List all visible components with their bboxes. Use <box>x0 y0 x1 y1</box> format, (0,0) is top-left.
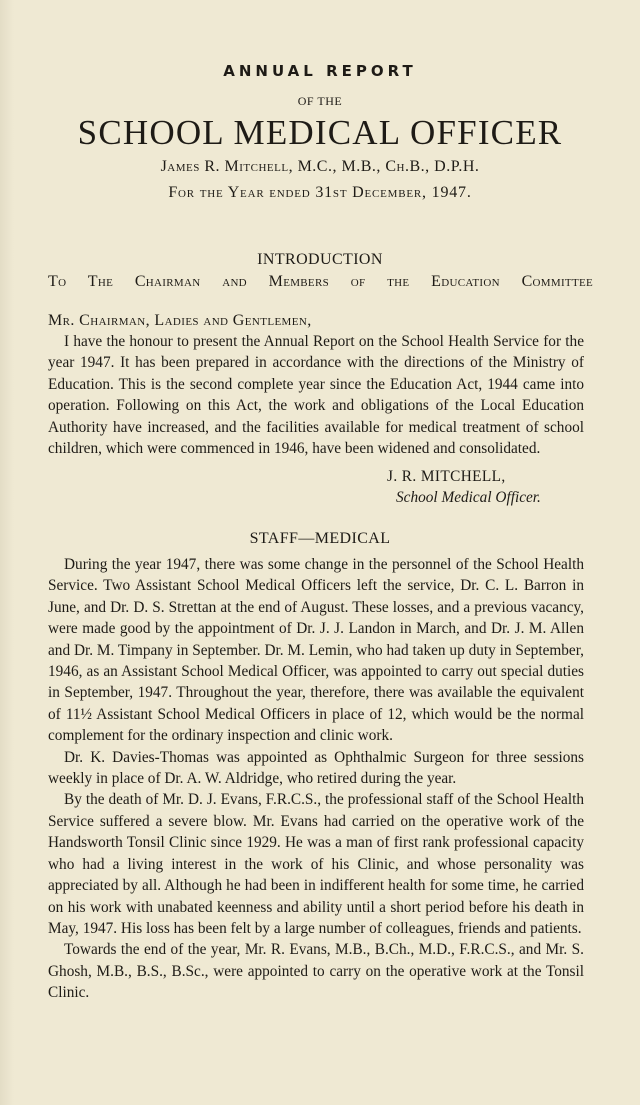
report-title: SCHOOL MEDICAL OFFICER <box>77 113 563 152</box>
introduction-heading: INTRODUCTION <box>257 251 383 268</box>
author-line: James R. Mitchell, M.C., M.B., Ch.B., D.P.H. <box>160 158 480 175</box>
staff-medical-heading: STAFF—MEDICAL <box>249 530 391 547</box>
salutation-line: Mr. Chairman, Ladies and Gentlemen, <box>48 312 312 329</box>
of-the-line: OF THE <box>297 94 343 108</box>
staff-paragraph-4: Towards the end of the year, Mr. R. Evans, M.B., B.Ch., M.D., F.R.C.S., and Mr. S. Ghosh, M.B., B.S., B.Sc., were appointed to carry on the operative work at the Tonsil Clinic. <box>48 941 584 1002</box>
staff-paragraph-2: Dr. K. Davies-Thomas was appointed as Ophthalmic Surgeon for three sessions weekly in place of Dr. A. W. Aldridge, who retired during the year. <box>48 748 584 788</box>
signature-title: School Medical Officer. <box>396 489 541 506</box>
staff-paragraph-3: By the death of Mr. D. J. Evans, F.R.C.S., the professional staff of the School Health Service suffered a severe blow. Mr. Evans had carried on the operative work of the Handsworth Tonsil Clinic since 1929. He was a man of first rank professional capacity who had a living interest in the work of his Clinic, and whose personality was appreciated by all. Although he had been in indifferent health for some time, he carried on his work with unabated keenness and ability until a short period before his death in May, 1947. His loss has been felt by a large number of colleagues, friends and patients. <box>48 791 584 937</box>
introduction-paragraph: I have the honour to present the Annual Report on the School Health Service for the year 1947. It has been prepared in accordance with the directions of the Ministry of Education. This is the second complete year since the Education Act, 1944 came into operation. Following on this Act, the work and obligations of the Local Education Authority have increased, and the facilities available for medical treatment of school children, which were commenced in 1946, have been widened and consolidated. <box>48 333 584 458</box>
year-line: For the Year ended 31st December, 1947. <box>168 184 472 201</box>
annual-report-heading: ANNUAL REPORT <box>223 62 417 80</box>
addressee-line: To The Chairman and Members of the Education Committee <box>48 273 593 290</box>
staff-medical-body <box>48 554 584 1004</box>
introduction-body <box>48 331 584 459</box>
staff-paragraph-1: During the year 1947, there was some change in the personnel of the School Health Service. Two Assistant School Medical Officers left the service, Dr. C. L. Barron in June, and Dr. D. S. Strettan at the end of August. These losses, and a previous vacancy, were made good by the appointment of Dr. J. J. Landon in March, and Dr. J. M. Allen and Dr. M. Timpany in September. Dr. M. Lemin, who had taken up duty in September, 1946, as an Assistant School Medical Officer, was appointed to carry out special duties in September, 1947. Throughout the year, therefore, there was available the equivalent of 11½ Assistant School Medical Officers in place of 12, which would be the normal complement for the ordinary inspection and clinic work. <box>48 556 584 745</box>
signature-name: J. R. MITCHELL, <box>387 468 506 485</box>
